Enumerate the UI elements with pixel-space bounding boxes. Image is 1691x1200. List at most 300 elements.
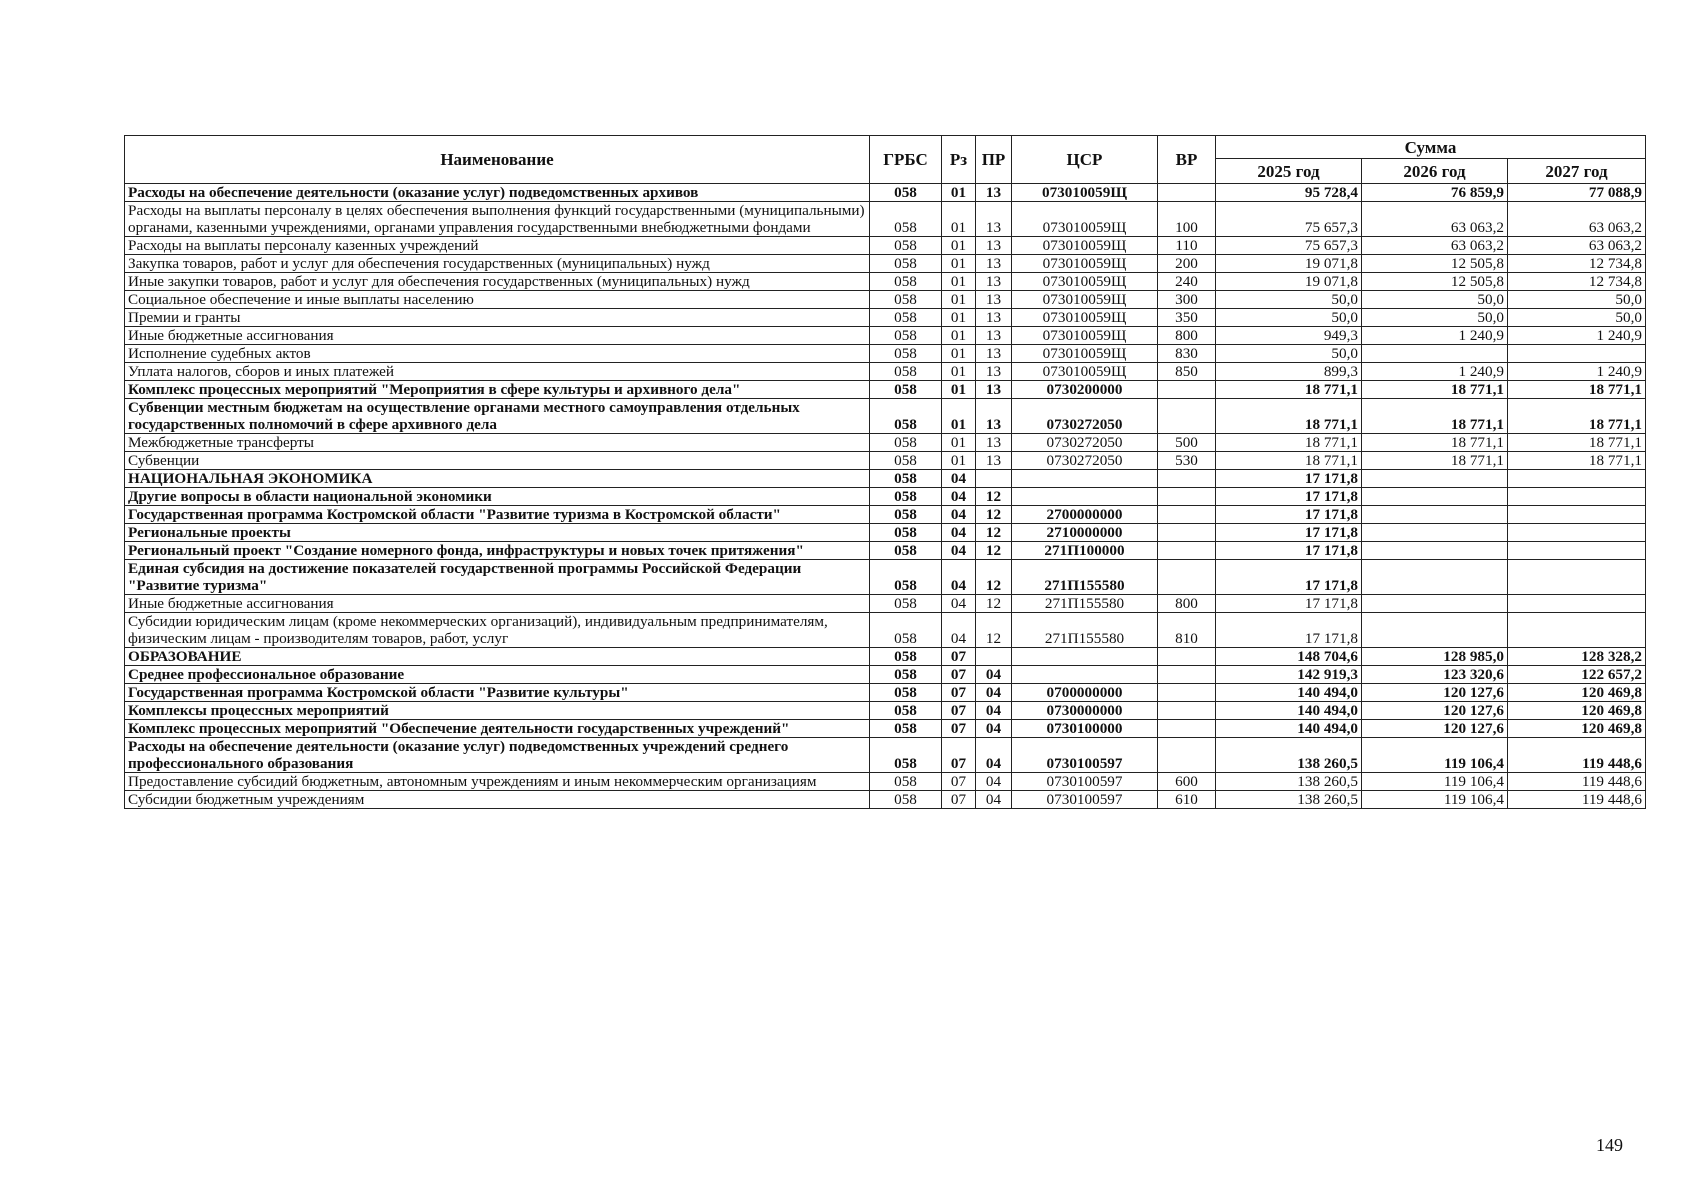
cell-grbs: 058 xyxy=(870,738,942,773)
cell-2025: 140 494,0 xyxy=(1216,720,1362,738)
cell-grbs: 058 xyxy=(870,381,942,399)
cell-2026: 12 505,8 xyxy=(1362,255,1508,273)
cell-pr: 04 xyxy=(976,773,1012,791)
cell-vr xyxy=(1158,666,1216,684)
cell-2025: 138 260,5 xyxy=(1216,738,1362,773)
cell-csr: 073010059Щ xyxy=(1012,345,1158,363)
cell-2026: 76 859,9 xyxy=(1362,184,1508,202)
cell-grbs: 058 xyxy=(870,202,942,237)
cell-2027 xyxy=(1508,560,1646,595)
cell-pr: 04 xyxy=(976,720,1012,738)
cell-csr: 073010059Щ xyxy=(1012,327,1158,345)
cell-grbs: 058 xyxy=(870,291,942,309)
cell-2027 xyxy=(1508,524,1646,542)
cell-name: Государственная программа Костромской области "Развитие культуры" xyxy=(125,684,870,702)
cell-2025: 17 171,8 xyxy=(1216,524,1362,542)
cell-grbs: 058 xyxy=(870,488,942,506)
page-number: 149 xyxy=(1596,1135,1623,1155)
cell-2027 xyxy=(1508,506,1646,524)
cell-csr: 0730272050 xyxy=(1012,434,1158,452)
cell-2025: 899,3 xyxy=(1216,363,1362,381)
cell-pr: 13 xyxy=(976,309,1012,327)
table-row xyxy=(125,345,1646,363)
cell-pr: 04 xyxy=(976,684,1012,702)
cell-name: Субвенции местным бюджетам на осуществление органами местного самоуправления отдельных государственных полномочий в сфере архивного дела xyxy=(125,399,870,434)
cell-csr: 0730100597 xyxy=(1012,773,1158,791)
table-row xyxy=(125,273,1646,291)
cell-grbs: 058 xyxy=(870,702,942,720)
cell-name: Субсидии юридическим лицам (кроме некоммерческих организаций), индивидуальным предпринимателям, физическим лицам - производителям товаров, работ, услуг xyxy=(125,613,870,648)
cell-name: Иные закупки товаров, работ и услуг для обеспечения государственных (муниципальных) нужд xyxy=(125,273,870,291)
cell-rz: 04 xyxy=(942,613,976,648)
cell-vr: 800 xyxy=(1158,327,1216,345)
cell-csr: 271П155580 xyxy=(1012,560,1158,595)
header-name: Наименование xyxy=(125,136,870,184)
cell-name: Иные бюджетные ассигнования xyxy=(125,595,870,613)
cell-2025: 19 071,8 xyxy=(1216,273,1362,291)
cell-name: Социальное обеспечение и иные выплаты населению xyxy=(125,291,870,309)
table-row xyxy=(125,666,1646,684)
cell-2025: 17 171,8 xyxy=(1216,506,1362,524)
cell-grbs: 058 xyxy=(870,595,942,613)
cell-pr: 04 xyxy=(976,791,1012,809)
cell-2026 xyxy=(1362,488,1508,506)
cell-vr xyxy=(1158,560,1216,595)
cell-2027: 1 240,9 xyxy=(1508,327,1646,345)
cell-2025: 17 171,8 xyxy=(1216,595,1362,613)
cell-2025: 50,0 xyxy=(1216,291,1362,309)
cell-2027: 12 734,8 xyxy=(1508,273,1646,291)
cell-rz: 01 xyxy=(942,363,976,381)
cell-name: ОБРАЗОВАНИЕ xyxy=(125,648,870,666)
cell-rz: 04 xyxy=(942,542,976,560)
table-row xyxy=(125,363,1646,381)
cell-name: Расходы на обеспечение деятельности (оказание услуг) подведомственных архивов xyxy=(125,184,870,202)
cell-2027 xyxy=(1508,345,1646,363)
cell-2025: 140 494,0 xyxy=(1216,702,1362,720)
cell-csr: 073010059Щ xyxy=(1012,237,1158,255)
cell-name: НАЦИОНАЛЬНАЯ ЭКОНОМИКА xyxy=(125,470,870,488)
header-rz: Рз xyxy=(942,136,976,184)
cell-name: Региональный проект "Создание номерного фонда, инфраструктуры и новых точек притяжения" xyxy=(125,542,870,560)
cell-name: Комплекс процессных мероприятий "Обеспечение деятельности государственных учреждений" xyxy=(125,720,870,738)
cell-rz: 07 xyxy=(942,702,976,720)
cell-2026 xyxy=(1362,470,1508,488)
cell-rz: 01 xyxy=(942,399,976,434)
cell-name: Государственная программа Костромской области "Развитие туризма в Костромской области" xyxy=(125,506,870,524)
cell-name: Предоставление субсидий бюджетным, автономным учреждениям и иным некоммерческим организациям xyxy=(125,773,870,791)
cell-rz: 07 xyxy=(942,720,976,738)
cell-name: Субсидии бюджетным учреждениям xyxy=(125,791,870,809)
cell-csr: 073010059Щ xyxy=(1012,363,1158,381)
cell-2027: 12 734,8 xyxy=(1508,255,1646,273)
cell-2025: 949,3 xyxy=(1216,327,1362,345)
cell-2027 xyxy=(1508,488,1646,506)
cell-csr: 0700000000 xyxy=(1012,684,1158,702)
cell-name: Межбюджетные трансферты xyxy=(125,434,870,452)
cell-2026: 63 063,2 xyxy=(1362,202,1508,237)
cell-vr: 100 xyxy=(1158,202,1216,237)
budget-table xyxy=(124,135,1646,809)
cell-name: Другие вопросы в области национальной экономики xyxy=(125,488,870,506)
cell-pr xyxy=(976,470,1012,488)
cell-name: Уплата налогов, сборов и иных платежей xyxy=(125,363,870,381)
cell-grbs: 058 xyxy=(870,666,942,684)
cell-name: Иные бюджетные ассигнования xyxy=(125,327,870,345)
cell-pr: 13 xyxy=(976,452,1012,470)
table-row xyxy=(125,184,1646,202)
cell-pr xyxy=(976,648,1012,666)
cell-pr: 04 xyxy=(976,738,1012,773)
cell-csr: 073010059Щ xyxy=(1012,273,1158,291)
cell-pr: 13 xyxy=(976,237,1012,255)
cell-2027 xyxy=(1508,542,1646,560)
cell-2027: 50,0 xyxy=(1508,291,1646,309)
cell-grbs: 058 xyxy=(870,452,942,470)
cell-vr: 830 xyxy=(1158,345,1216,363)
cell-pr: 13 xyxy=(976,184,1012,202)
cell-2027: 120 469,8 xyxy=(1508,684,1646,702)
cell-2027: 18 771,1 xyxy=(1508,399,1646,434)
cell-grbs: 058 xyxy=(870,684,942,702)
cell-csr xyxy=(1012,470,1158,488)
cell-2026 xyxy=(1362,506,1508,524)
cell-rz: 07 xyxy=(942,666,976,684)
cell-2025: 19 071,8 xyxy=(1216,255,1362,273)
cell-vr: 610 xyxy=(1158,791,1216,809)
cell-grbs: 058 xyxy=(870,791,942,809)
cell-rz: 04 xyxy=(942,470,976,488)
cell-pr: 13 xyxy=(976,381,1012,399)
cell-grbs: 058 xyxy=(870,524,942,542)
cell-vr xyxy=(1158,488,1216,506)
table-row xyxy=(125,470,1646,488)
cell-2027: 119 448,6 xyxy=(1508,738,1646,773)
cell-2025: 50,0 xyxy=(1216,309,1362,327)
cell-2026: 120 127,6 xyxy=(1362,720,1508,738)
cell-pr: 13 xyxy=(976,327,1012,345)
cell-csr: 073010059Щ xyxy=(1012,291,1158,309)
cell-vr xyxy=(1158,184,1216,202)
cell-rz: 07 xyxy=(942,791,976,809)
cell-csr: 2700000000 xyxy=(1012,506,1158,524)
cell-pr: 12 xyxy=(976,613,1012,648)
cell-name: Расходы на выплаты персоналу казенных учреждений xyxy=(125,237,870,255)
cell-2027: 120 469,8 xyxy=(1508,720,1646,738)
cell-grbs: 058 xyxy=(870,542,942,560)
cell-vr: 300 xyxy=(1158,291,1216,309)
header-2025: 2025 год xyxy=(1216,159,1362,184)
cell-2026: 12 505,8 xyxy=(1362,273,1508,291)
cell-2025: 17 171,8 xyxy=(1216,470,1362,488)
cell-2025: 17 171,8 xyxy=(1216,488,1362,506)
cell-2027: 50,0 xyxy=(1508,309,1646,327)
cell-2026: 18 771,1 xyxy=(1362,434,1508,452)
cell-grbs: 058 xyxy=(870,184,942,202)
cell-grbs: 058 xyxy=(870,345,942,363)
cell-name: Закупка товаров, работ и услуг для обеспечения государственных (муниципальных) нужд xyxy=(125,255,870,273)
cell-2025: 148 704,6 xyxy=(1216,648,1362,666)
cell-2025: 18 771,1 xyxy=(1216,452,1362,470)
cell-grbs: 058 xyxy=(870,613,942,648)
table-row xyxy=(125,684,1646,702)
cell-2025: 18 771,1 xyxy=(1216,434,1362,452)
cell-pr: 12 xyxy=(976,595,1012,613)
cell-rz: 01 xyxy=(942,452,976,470)
cell-grbs: 058 xyxy=(870,327,942,345)
table-row xyxy=(125,255,1646,273)
cell-csr: 0730200000 xyxy=(1012,381,1158,399)
cell-grbs: 058 xyxy=(870,720,942,738)
cell-rz: 04 xyxy=(942,560,976,595)
cell-2026 xyxy=(1362,524,1508,542)
cell-2027: 122 657,2 xyxy=(1508,666,1646,684)
cell-2025: 17 171,8 xyxy=(1216,560,1362,595)
table-row xyxy=(125,488,1646,506)
cell-grbs: 058 xyxy=(870,434,942,452)
table-row xyxy=(125,309,1646,327)
cell-rz: 01 xyxy=(942,381,976,399)
cell-grbs: 058 xyxy=(870,648,942,666)
cell-2026: 119 106,4 xyxy=(1362,791,1508,809)
cell-rz: 07 xyxy=(942,738,976,773)
cell-csr: 073010059Щ xyxy=(1012,309,1158,327)
cell-rz: 07 xyxy=(942,684,976,702)
cell-2025: 18 771,1 xyxy=(1216,399,1362,434)
cell-pr: 13 xyxy=(976,363,1012,381)
cell-2026: 50,0 xyxy=(1362,309,1508,327)
cell-name: Расходы на обеспечение деятельности (оказание услуг) подведомственных учреждений среднего профессионального образования xyxy=(125,738,870,773)
cell-name: Расходы на выплаты персоналу в целях обеспечения выполнения функций государственными (муниципальными) органами, казенными учреждениями, органами управления государственными внебюджетными фондами xyxy=(125,202,870,237)
cell-2025: 75 657,3 xyxy=(1216,237,1362,255)
cell-2026: 1 240,9 xyxy=(1362,327,1508,345)
cell-grbs: 058 xyxy=(870,255,942,273)
cell-pr: 12 xyxy=(976,506,1012,524)
cell-vr xyxy=(1158,738,1216,773)
table-row xyxy=(125,738,1646,773)
cell-pr: 13 xyxy=(976,255,1012,273)
cell-rz: 04 xyxy=(942,524,976,542)
cell-2026: 50,0 xyxy=(1362,291,1508,309)
cell-csr xyxy=(1012,666,1158,684)
cell-2026: 120 127,6 xyxy=(1362,702,1508,720)
table-row xyxy=(125,791,1646,809)
cell-rz: 01 xyxy=(942,434,976,452)
cell-vr xyxy=(1158,470,1216,488)
cell-2026: 63 063,2 xyxy=(1362,237,1508,255)
cell-rz: 04 xyxy=(942,488,976,506)
cell-vr xyxy=(1158,702,1216,720)
cell-2026 xyxy=(1362,560,1508,595)
cell-pr: 13 xyxy=(976,399,1012,434)
cell-vr xyxy=(1158,524,1216,542)
cell-csr: 0730272050 xyxy=(1012,452,1158,470)
cell-rz: 01 xyxy=(942,184,976,202)
cell-vr: 600 xyxy=(1158,773,1216,791)
cell-pr: 13 xyxy=(976,202,1012,237)
cell-grbs: 058 xyxy=(870,399,942,434)
cell-csr: 271П100000 xyxy=(1012,542,1158,560)
table-row xyxy=(125,773,1646,791)
cell-rz: 01 xyxy=(942,309,976,327)
cell-2025: 17 171,8 xyxy=(1216,542,1362,560)
cell-pr: 12 xyxy=(976,560,1012,595)
cell-rz: 01 xyxy=(942,291,976,309)
table-row xyxy=(125,560,1646,595)
header-sum: Сумма xyxy=(1216,136,1646,159)
cell-name: Среднее профессиональное образование xyxy=(125,666,870,684)
cell-csr xyxy=(1012,488,1158,506)
cell-grbs: 058 xyxy=(870,273,942,291)
cell-csr: 0730100597 xyxy=(1012,738,1158,773)
cell-csr: 073010059Щ xyxy=(1012,255,1158,273)
cell-2025: 75 657,3 xyxy=(1216,202,1362,237)
cell-2025: 95 728,4 xyxy=(1216,184,1362,202)
header-2027: 2027 год xyxy=(1508,159,1646,184)
cell-name: Единая субсидия на достижение показателей государственной программы Российской Федерации "Развитие туризма" xyxy=(125,560,870,595)
cell-csr: 271П155580 xyxy=(1012,595,1158,613)
cell-2025: 142 919,3 xyxy=(1216,666,1362,684)
cell-2027: 120 469,8 xyxy=(1508,702,1646,720)
cell-vr: 350 xyxy=(1158,309,1216,327)
cell-2026: 1 240,9 xyxy=(1362,363,1508,381)
cell-2027: 18 771,1 xyxy=(1508,381,1646,399)
cell-csr: 0730272050 xyxy=(1012,399,1158,434)
cell-pr: 13 xyxy=(976,345,1012,363)
cell-pr: 04 xyxy=(976,702,1012,720)
table-row xyxy=(125,506,1646,524)
cell-pr: 13 xyxy=(976,291,1012,309)
cell-csr: 2710000000 xyxy=(1012,524,1158,542)
cell-2026 xyxy=(1362,542,1508,560)
table-row xyxy=(125,381,1646,399)
cell-2026 xyxy=(1362,613,1508,648)
cell-rz: 04 xyxy=(942,506,976,524)
table-row xyxy=(125,237,1646,255)
cell-2026: 123 320,6 xyxy=(1362,666,1508,684)
cell-vr: 850 xyxy=(1158,363,1216,381)
table-row xyxy=(125,452,1646,470)
cell-grbs: 058 xyxy=(870,363,942,381)
cell-name: Комплекс процессных мероприятий "Мероприятия в сфере культуры и архивного дела" xyxy=(125,381,870,399)
cell-2025: 138 260,5 xyxy=(1216,791,1362,809)
cell-2026: 128 985,0 xyxy=(1362,648,1508,666)
cell-2027: 128 328,2 xyxy=(1508,648,1646,666)
cell-csr: 073010059Щ xyxy=(1012,202,1158,237)
header-pr: ПР xyxy=(976,136,1012,184)
cell-vr xyxy=(1158,506,1216,524)
cell-vr: 110 xyxy=(1158,237,1216,255)
cell-name: Субвенции xyxy=(125,452,870,470)
cell-pr: 13 xyxy=(976,273,1012,291)
table-row xyxy=(125,702,1646,720)
cell-2025: 138 260,5 xyxy=(1216,773,1362,791)
header-grbs: ГРБС xyxy=(870,136,942,184)
cell-2027: 18 771,1 xyxy=(1508,434,1646,452)
cell-rz: 04 xyxy=(942,595,976,613)
cell-2026: 18 771,1 xyxy=(1362,452,1508,470)
cell-pr: 12 xyxy=(976,488,1012,506)
cell-vr xyxy=(1158,381,1216,399)
cell-vr: 530 xyxy=(1158,452,1216,470)
cell-2026 xyxy=(1362,345,1508,363)
cell-grbs: 058 xyxy=(870,470,942,488)
cell-2026 xyxy=(1362,595,1508,613)
cell-pr: 04 xyxy=(976,666,1012,684)
cell-csr: 073010059Щ xyxy=(1012,184,1158,202)
cell-2027 xyxy=(1508,470,1646,488)
cell-grbs: 058 xyxy=(870,237,942,255)
cell-grbs: 058 xyxy=(870,773,942,791)
cell-csr: 271П155580 xyxy=(1012,613,1158,648)
cell-vr: 810 xyxy=(1158,613,1216,648)
table-row xyxy=(125,327,1646,345)
cell-2027: 119 448,6 xyxy=(1508,791,1646,809)
cell-2027 xyxy=(1508,595,1646,613)
cell-2025: 140 494,0 xyxy=(1216,684,1362,702)
table-row xyxy=(125,595,1646,613)
cell-2027 xyxy=(1508,613,1646,648)
cell-grbs: 058 xyxy=(870,309,942,327)
cell-grbs: 058 xyxy=(870,506,942,524)
table-row xyxy=(125,399,1646,434)
cell-vr xyxy=(1158,399,1216,434)
header-row xyxy=(125,136,1646,159)
cell-vr xyxy=(1158,684,1216,702)
cell-2027: 63 063,2 xyxy=(1508,237,1646,255)
table-row xyxy=(125,524,1646,542)
cell-vr: 500 xyxy=(1158,434,1216,452)
cell-rz: 07 xyxy=(942,773,976,791)
table-row xyxy=(125,720,1646,738)
header-2026: 2026 год xyxy=(1362,159,1508,184)
cell-vr: 800 xyxy=(1158,595,1216,613)
cell-rz: 01 xyxy=(942,273,976,291)
cell-2026: 18 771,1 xyxy=(1362,381,1508,399)
cell-vr xyxy=(1158,648,1216,666)
cell-rz: 01 xyxy=(942,255,976,273)
table-body xyxy=(125,184,1646,809)
cell-rz: 01 xyxy=(942,345,976,363)
cell-2027: 119 448,6 xyxy=(1508,773,1646,791)
cell-2025: 17 171,8 xyxy=(1216,613,1362,648)
header-csr: ЦСР xyxy=(1012,136,1158,184)
cell-name: Премии и гранты xyxy=(125,309,870,327)
cell-2027: 77 088,9 xyxy=(1508,184,1646,202)
cell-pr: 12 xyxy=(976,542,1012,560)
cell-rz: 01 xyxy=(942,327,976,345)
cell-csr: 0730100000 xyxy=(1012,720,1158,738)
cell-2025: 18 771,1 xyxy=(1216,381,1362,399)
cell-csr: 0730100597 xyxy=(1012,791,1158,809)
table-row xyxy=(125,613,1646,648)
cell-rz: 01 xyxy=(942,202,976,237)
cell-rz: 07 xyxy=(942,648,976,666)
cell-2026: 18 771,1 xyxy=(1362,399,1508,434)
cell-2026: 119 106,4 xyxy=(1362,738,1508,773)
cell-2026: 119 106,4 xyxy=(1362,773,1508,791)
header-vr: ВР xyxy=(1158,136,1216,184)
cell-name: Региональные проекты xyxy=(125,524,870,542)
table-row xyxy=(125,291,1646,309)
cell-2026: 120 127,6 xyxy=(1362,684,1508,702)
cell-2027: 1 240,9 xyxy=(1508,363,1646,381)
table-row xyxy=(125,542,1646,560)
cell-name: Комплексы процессных мероприятий xyxy=(125,702,870,720)
cell-pr: 13 xyxy=(976,434,1012,452)
cell-vr: 200 xyxy=(1158,255,1216,273)
cell-2025: 50,0 xyxy=(1216,345,1362,363)
